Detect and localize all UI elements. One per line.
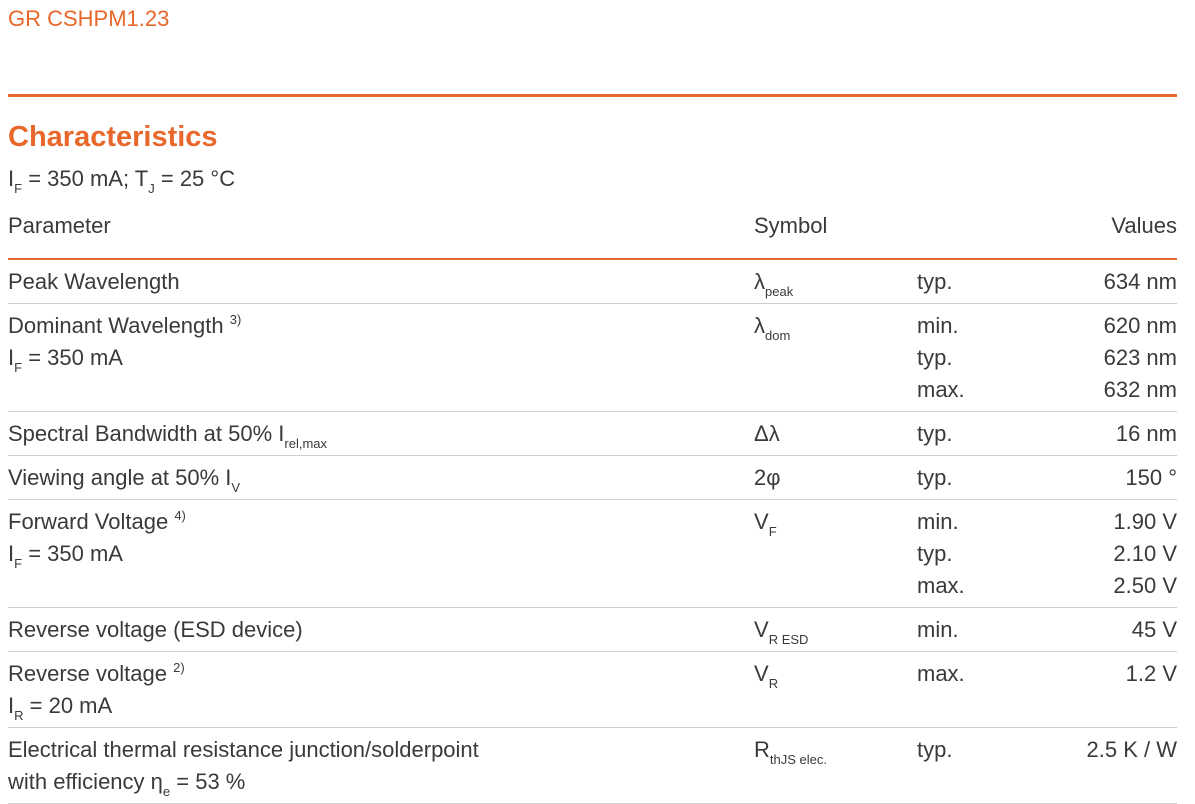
- value: 45 V: [1131, 617, 1177, 642]
- symbol-cell: [754, 506, 777, 538]
- param-name: Peak Wavelength: [8, 269, 180, 294]
- param-sub: V: [231, 480, 241, 495]
- param-cell: [8, 462, 240, 494]
- table-row: [8, 304, 1177, 412]
- cond-value: = 20 mA: [23, 693, 113, 718]
- qualifier-cell: [917, 310, 965, 406]
- param-name: Electrical thermal resistance junction/solderpoint: [8, 737, 479, 762]
- qualifier: typ.: [917, 465, 953, 490]
- qualifier-cell: [917, 418, 952, 450]
- qualifier: max.: [917, 661, 965, 686]
- test-conditions: [8, 166, 236, 196]
- qualifier: typ.: [917, 345, 953, 370]
- value-cell: [1126, 658, 1177, 690]
- symbol: λ: [754, 269, 765, 294]
- value: 150 °: [1125, 465, 1177, 490]
- header-parameter: Parameter: [8, 213, 111, 238]
- param-sub: rel,max: [284, 436, 328, 451]
- symbol: Δλ: [754, 421, 780, 446]
- cond-value: = 350 mA: [22, 345, 123, 370]
- qualifier-cell: [917, 462, 952, 494]
- section-title: Characteristics: [8, 121, 218, 153]
- symbol-cell: [754, 266, 793, 298]
- table-row: [8, 608, 1177, 652]
- header-values: Values: [1111, 213, 1177, 238]
- value: 620 nm: [1103, 313, 1177, 338]
- qualifier-cell: [917, 266, 952, 298]
- value: 1.90 V: [1113, 509, 1177, 534]
- value-cell: [1125, 462, 1177, 494]
- param-cell: [8, 506, 186, 570]
- table-header-row: [8, 208, 1177, 260]
- param-name: Reverse voltage (ESD device): [8, 617, 303, 642]
- symbol-cell: [754, 658, 778, 690]
- param-line2-sub: e: [162, 784, 171, 799]
- param-cell: [8, 310, 241, 374]
- symbol-cell: [754, 310, 790, 342]
- qualifier-cell: [917, 734, 952, 766]
- param-cell: [8, 418, 327, 450]
- param-cell: [8, 266, 180, 298]
- cond-label: I: [8, 345, 15, 370]
- cond-value: = 350 mA: [22, 541, 123, 566]
- param-name: Spectral Bandwidth at 50% I: [8, 421, 285, 446]
- value: 623 nm: [1103, 345, 1177, 370]
- cond-temp-label: T: [134, 166, 149, 191]
- qualifier: typ.: [917, 269, 953, 294]
- symbol-sub: F: [768, 524, 777, 539]
- qualifier: min.: [917, 313, 959, 338]
- value-cell: [1104, 310, 1177, 406]
- symbol-cell: [754, 734, 827, 766]
- cond-label: I: [8, 541, 15, 566]
- qualifier-cell: [917, 614, 959, 646]
- symbol-sub: dom: [765, 328, 791, 343]
- param-cell: [8, 658, 185, 722]
- param-cell: [8, 734, 479, 798]
- qualifier-cell: [917, 658, 965, 690]
- table-row: [8, 412, 1177, 456]
- param-line2-value: = 53 %: [170, 769, 246, 794]
- param-name: Dominant Wavelength: [8, 313, 224, 338]
- qualifier: typ.: [917, 541, 953, 566]
- characteristics-table: [8, 208, 1177, 804]
- table-row: [8, 728, 1177, 804]
- symbol: V: [754, 509, 769, 534]
- cond-current-label: I: [8, 166, 15, 191]
- symbol-cell: [754, 418, 780, 450]
- qualifier-cell: [917, 506, 965, 602]
- symbol-sub: thJS elec.: [769, 752, 827, 767]
- param-name: Forward Voltage: [8, 509, 169, 534]
- cond-current-sub: F: [14, 181, 23, 196]
- symbol-sub: R ESD: [768, 632, 809, 647]
- value: 2.5 K / W: [1086, 737, 1177, 762]
- symbol: 2φ: [754, 465, 781, 490]
- footnote-ref: 3): [229, 312, 242, 327]
- qualifier: min.: [917, 509, 959, 534]
- table-row: [8, 652, 1177, 728]
- symbol: V: [754, 617, 769, 642]
- value: 2.50 V: [1113, 573, 1177, 598]
- param-cell: [8, 614, 303, 646]
- symbol-sub: R: [768, 676, 779, 691]
- product-code: GR CSHPM1.23: [8, 6, 170, 31]
- table-row: [8, 456, 1177, 500]
- cond-sub: R: [14, 708, 24, 723]
- param-name: Reverse voltage: [8, 661, 167, 686]
- qualifier: max.: [917, 377, 965, 402]
- qualifier: typ.: [917, 421, 953, 446]
- qualifier: min.: [917, 617, 959, 642]
- cond-label: I: [8, 693, 15, 718]
- cond-sub: F: [14, 360, 23, 375]
- qualifier: typ.: [917, 737, 953, 762]
- cond-current-value: = 350 mA;: [22, 166, 135, 191]
- qualifier: max.: [917, 573, 965, 598]
- value: 634 nm: [1103, 269, 1177, 294]
- value-cell: [1087, 734, 1177, 766]
- value-cell: [1116, 418, 1177, 450]
- table-row: [8, 500, 1177, 608]
- symbol: V: [754, 661, 769, 686]
- symbol-sub: peak: [765, 284, 794, 299]
- footnote-ref: 4): [174, 508, 186, 523]
- value-cell: [1132, 614, 1177, 646]
- top-rule: [8, 94, 1177, 97]
- symbol-cell: [754, 462, 781, 494]
- value: 16 nm: [1115, 421, 1177, 446]
- value: 632 nm: [1103, 377, 1177, 402]
- table-row: [8, 260, 1177, 304]
- symbol: R: [754, 737, 770, 762]
- value: 2.10 V: [1113, 541, 1177, 566]
- header-symbol: Symbol: [754, 213, 828, 238]
- symbol-cell: [754, 614, 808, 646]
- cond-temp-sub: J: [148, 181, 155, 196]
- cond-sub: F: [14, 556, 23, 571]
- param-name: Viewing angle at 50% I: [8, 465, 232, 490]
- value: 1.2 V: [1125, 661, 1177, 686]
- symbol: λ: [754, 313, 765, 338]
- value-cell: [1104, 266, 1177, 298]
- value-cell: [1113, 506, 1177, 602]
- param-line2: with efficiency η: [8, 769, 163, 794]
- cond-temp-value: = 25 °C: [154, 166, 236, 191]
- footnote-ref: 2): [173, 660, 185, 675]
